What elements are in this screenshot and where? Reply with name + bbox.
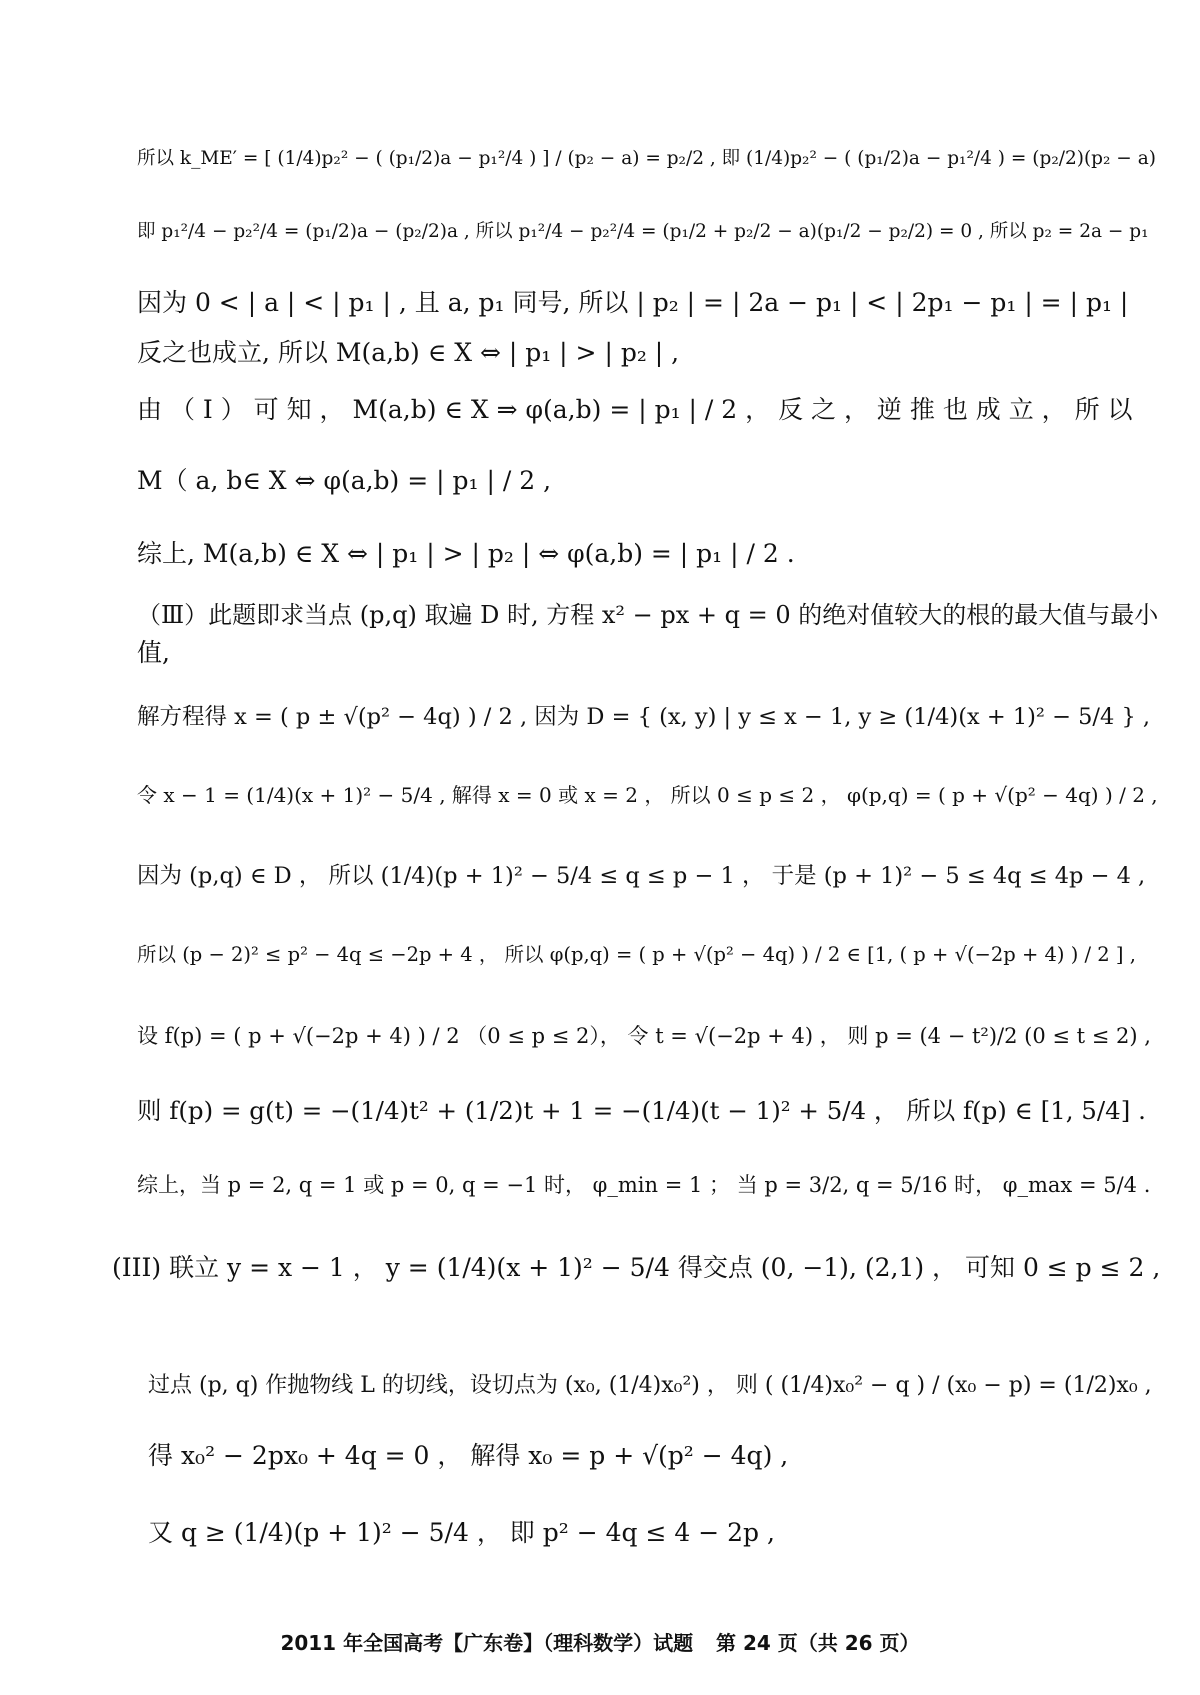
line-1: 所以 k_ME′ = [ (1/4)p₂² − ( (p₁/2)a − p₁²/4 ) ] / (p₂ − a) = p₂/2 , 即 (1/4)p₂² − ( (p₁/2)a − p₁²/4 ) = (p₂/2)(p₂ − a) <box>137 148 1156 169</box>
line-13: 所以 (p − 2)² ≤ p² − 4q ≤ −2p + 4 ， 所以 φ(p,q) = ( p + √(p² − 4q) ) / 2 ∈ [1, ( p + √(−2p + 4) ) / 2 ] , <box>137 943 1136 966</box>
footer-page: 第 24 页（共 26 页） <box>716 1631 920 1655</box>
line-7: 综上, M(a,b) ∈ X ⇔ | p₁ | > | p₂ | ⇔ φ(a,b) = | p₁ | / 2 . <box>137 539 795 568</box>
line-16: 综上，当 p = 2, q = 1 或 p = 0, q = −1 时， φ_min = 1 ； 当 p = 3/2, q = 5/16 时， φ_max = 5/4 . <box>137 1173 1151 1197</box>
line-19: 得 x₀² − 2px₀ + 4q = 0 ， 解得 x₀ = p + √(p² − 4q) , <box>148 1441 789 1470</box>
line-18: 过点 (p, q) 作抛物线 L 的切线，设切点为 (x₀, (1/4)x₀²) ， 则 ( (1/4)x₀² − q ) / (x₀ − p) = (1/2)x₀ , <box>148 1373 1152 1398</box>
line-15: 则 f(p) = g(t) = −(1/4)t² + (1/2)t + 1 = −(1/4)(t − 1)² + 5/4 ， 所以 f(p) ∈ [1, 5/4] . <box>137 1096 1146 1125</box>
line-3: 因为 0 < | a | < | p₁ | , 且 a, p₁ 同号, 所以 | p₂ | = | 2a − p₁ | < | 2p₁ − p₁ | = | p₁ | <box>137 288 1129 317</box>
footer-title: 2011 年全国高考【广东卷】（理科数学）试题 <box>280 1631 694 1655</box>
line-2: 即 p₁²/4 − p₂²/4 = (p₁/2)a − (p₂/2)a , 所以 p₁²/4 − p₂²/4 = (p₁/2 + p₂/2 − a)(p₁/2 − p₂/2) = 0 , 所以 p₂ = 2a − p₁ <box>137 221 1149 242</box>
line-5: 由 （ Ⅰ ） 可 知 ， M(a,b) ∈ X ⇒ φ(a,b) = | p₁ | / 2 ， 反 之 ， 逆 推 也 成 立 ， 所 以 <box>137 395 1133 424</box>
line-4: 反之也成立, 所以 M(a,b) ∈ X ⇔ | p₁ | > | p₂ | , <box>137 338 680 367</box>
line-11: 令 x − 1 = (1/4)(x + 1)² − 5/4 , 解得 x = 0 或 x = 2 ， 所以 0 ≤ p ≤ 2 ， φ(p,q) = ( p + √(p² − 4q) ) / 2 , <box>137 783 1158 807</box>
page-footer <box>0 1627 1200 1656</box>
line-12: 因为 (p,q) ∈ D ， 所以 (1/4)(p + 1)² − 5/4 ≤ q ≤ p − 1 ， 于是 (p + 1)² − 5 ≤ 4q ≤ 4p − 4 , <box>137 863 1146 889</box>
line-9: 值, <box>137 638 170 667</box>
line-10: 解方程得 x = ( p ± √(p² − 4q) ) / 2 , 因为 D = { (x, y) | y ≤ x − 1, y ≥ (1/4)(x + 1)² − 5/4 } , <box>137 704 1151 730</box>
line-14: 设 f(p) = ( p + √(−2p + 4) ) / 2 （0 ≤ p ≤ 2）， 令 t = √(−2p + 4) ， 则 p = (4 − t²)/2 (0 ≤ t ≤ 2) , <box>137 1024 1151 1048</box>
line-8: （Ⅲ）此题即求当点 (p,q) 取遍 D 时, 方程 x² − px + q = 0 的绝对值较大的根的最大值与最小 <box>137 601 1159 629</box>
line-20: 又 q ≥ (1/4)(p + 1)² − 5/4 ， 即 p² − 4q ≤ 4 − 2p , <box>148 1518 775 1547</box>
line-6: M（ a, b∈ X ⇔ φ(a,b) = | p₁ | / 2 , <box>137 466 552 495</box>
line-17: (III) 联立 y = x − 1 ， y = (1/4)(x + 1)² − 5/4 得交点 (0, −1), (2,1) ， 可知 0 ≤ p ≤ 2 , <box>112 1253 1161 1282</box>
